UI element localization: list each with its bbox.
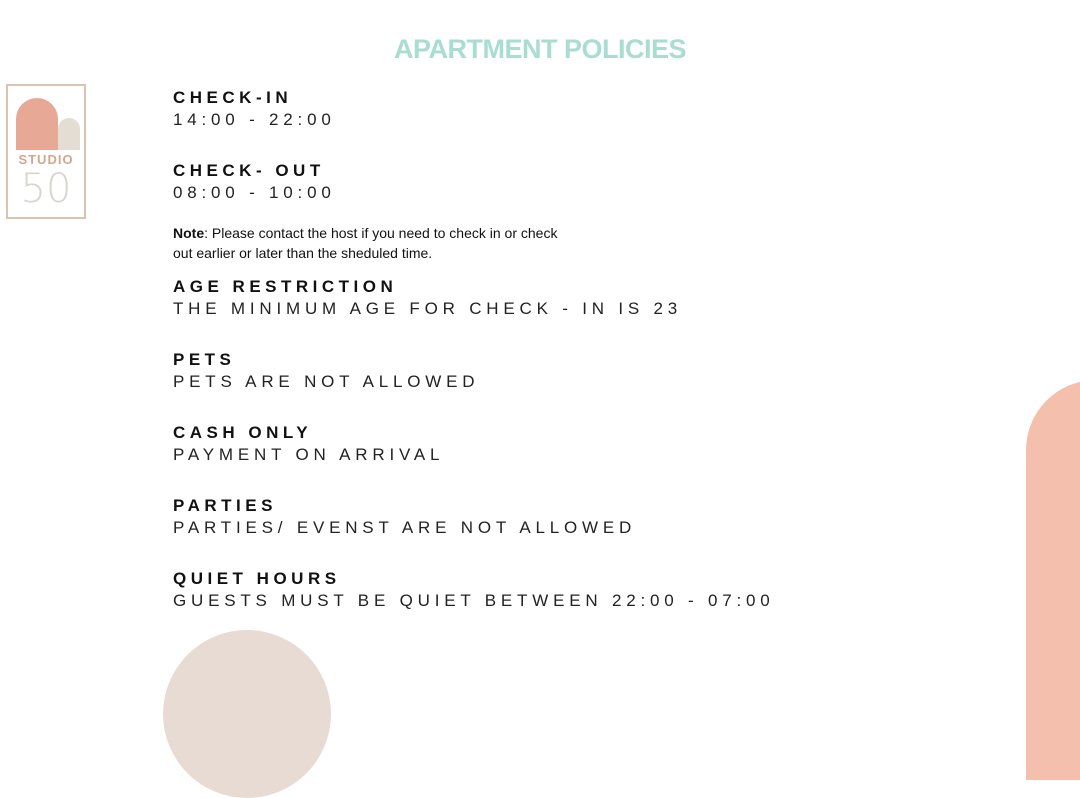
note-label: Note (173, 225, 205, 241)
policy-value: PETS ARE NOT ALLOWED (173, 372, 480, 391)
policy-heading: PETS (173, 350, 236, 369)
policy-heading: PARTIES (173, 496, 277, 515)
policy-heading: CHECK- OUT (173, 161, 325, 180)
policy-value: 08:00 - 10:00 (173, 183, 336, 202)
policy-heading: QUIET HOURS (173, 569, 341, 588)
policy-value: THE MINIMUM AGE FOR CHECK - IN IS 23 (173, 299, 683, 318)
check-time-note (173, 223, 563, 276)
policy-check-in (173, 87, 973, 160)
decorative-arch (1026, 380, 1080, 780)
logo-number: 50 (20, 166, 72, 212)
policy-value: PARTIES/ EVENST ARE NOT ALLOWED (173, 518, 637, 537)
policy-heading: AGE RESTRICTION (173, 277, 398, 296)
policy-age-restriction (173, 276, 973, 349)
policies-list (173, 87, 973, 641)
decorative-circle (163, 630, 331, 798)
policy-cash-only (173, 422, 973, 495)
policy-heading: CHECK-IN (173, 88, 293, 107)
policy-value: PAYMENT ON ARRIVAL (173, 445, 445, 464)
logo-arch-large (16, 98, 58, 150)
logo-brand-text: STUDIO (18, 152, 74, 167)
policy-parties (173, 495, 973, 568)
policy-quiet-hours (173, 568, 973, 641)
policy-pets (173, 349, 973, 422)
logo-arch-small (58, 118, 80, 150)
policy-value: GUESTS MUST BE QUIET BETWEEN 22:00 - 07:00 (173, 591, 775, 610)
policy-heading: CASH ONLY (173, 423, 313, 442)
studio-logo (6, 84, 86, 219)
note-text: : Please contact the host if you need to check in or check out earlier or later than the sheduled time. (173, 225, 558, 261)
page-title: APARTMENT POLICIES (393, 34, 686, 64)
policy-value: 14:00 - 22:00 (173, 110, 336, 129)
